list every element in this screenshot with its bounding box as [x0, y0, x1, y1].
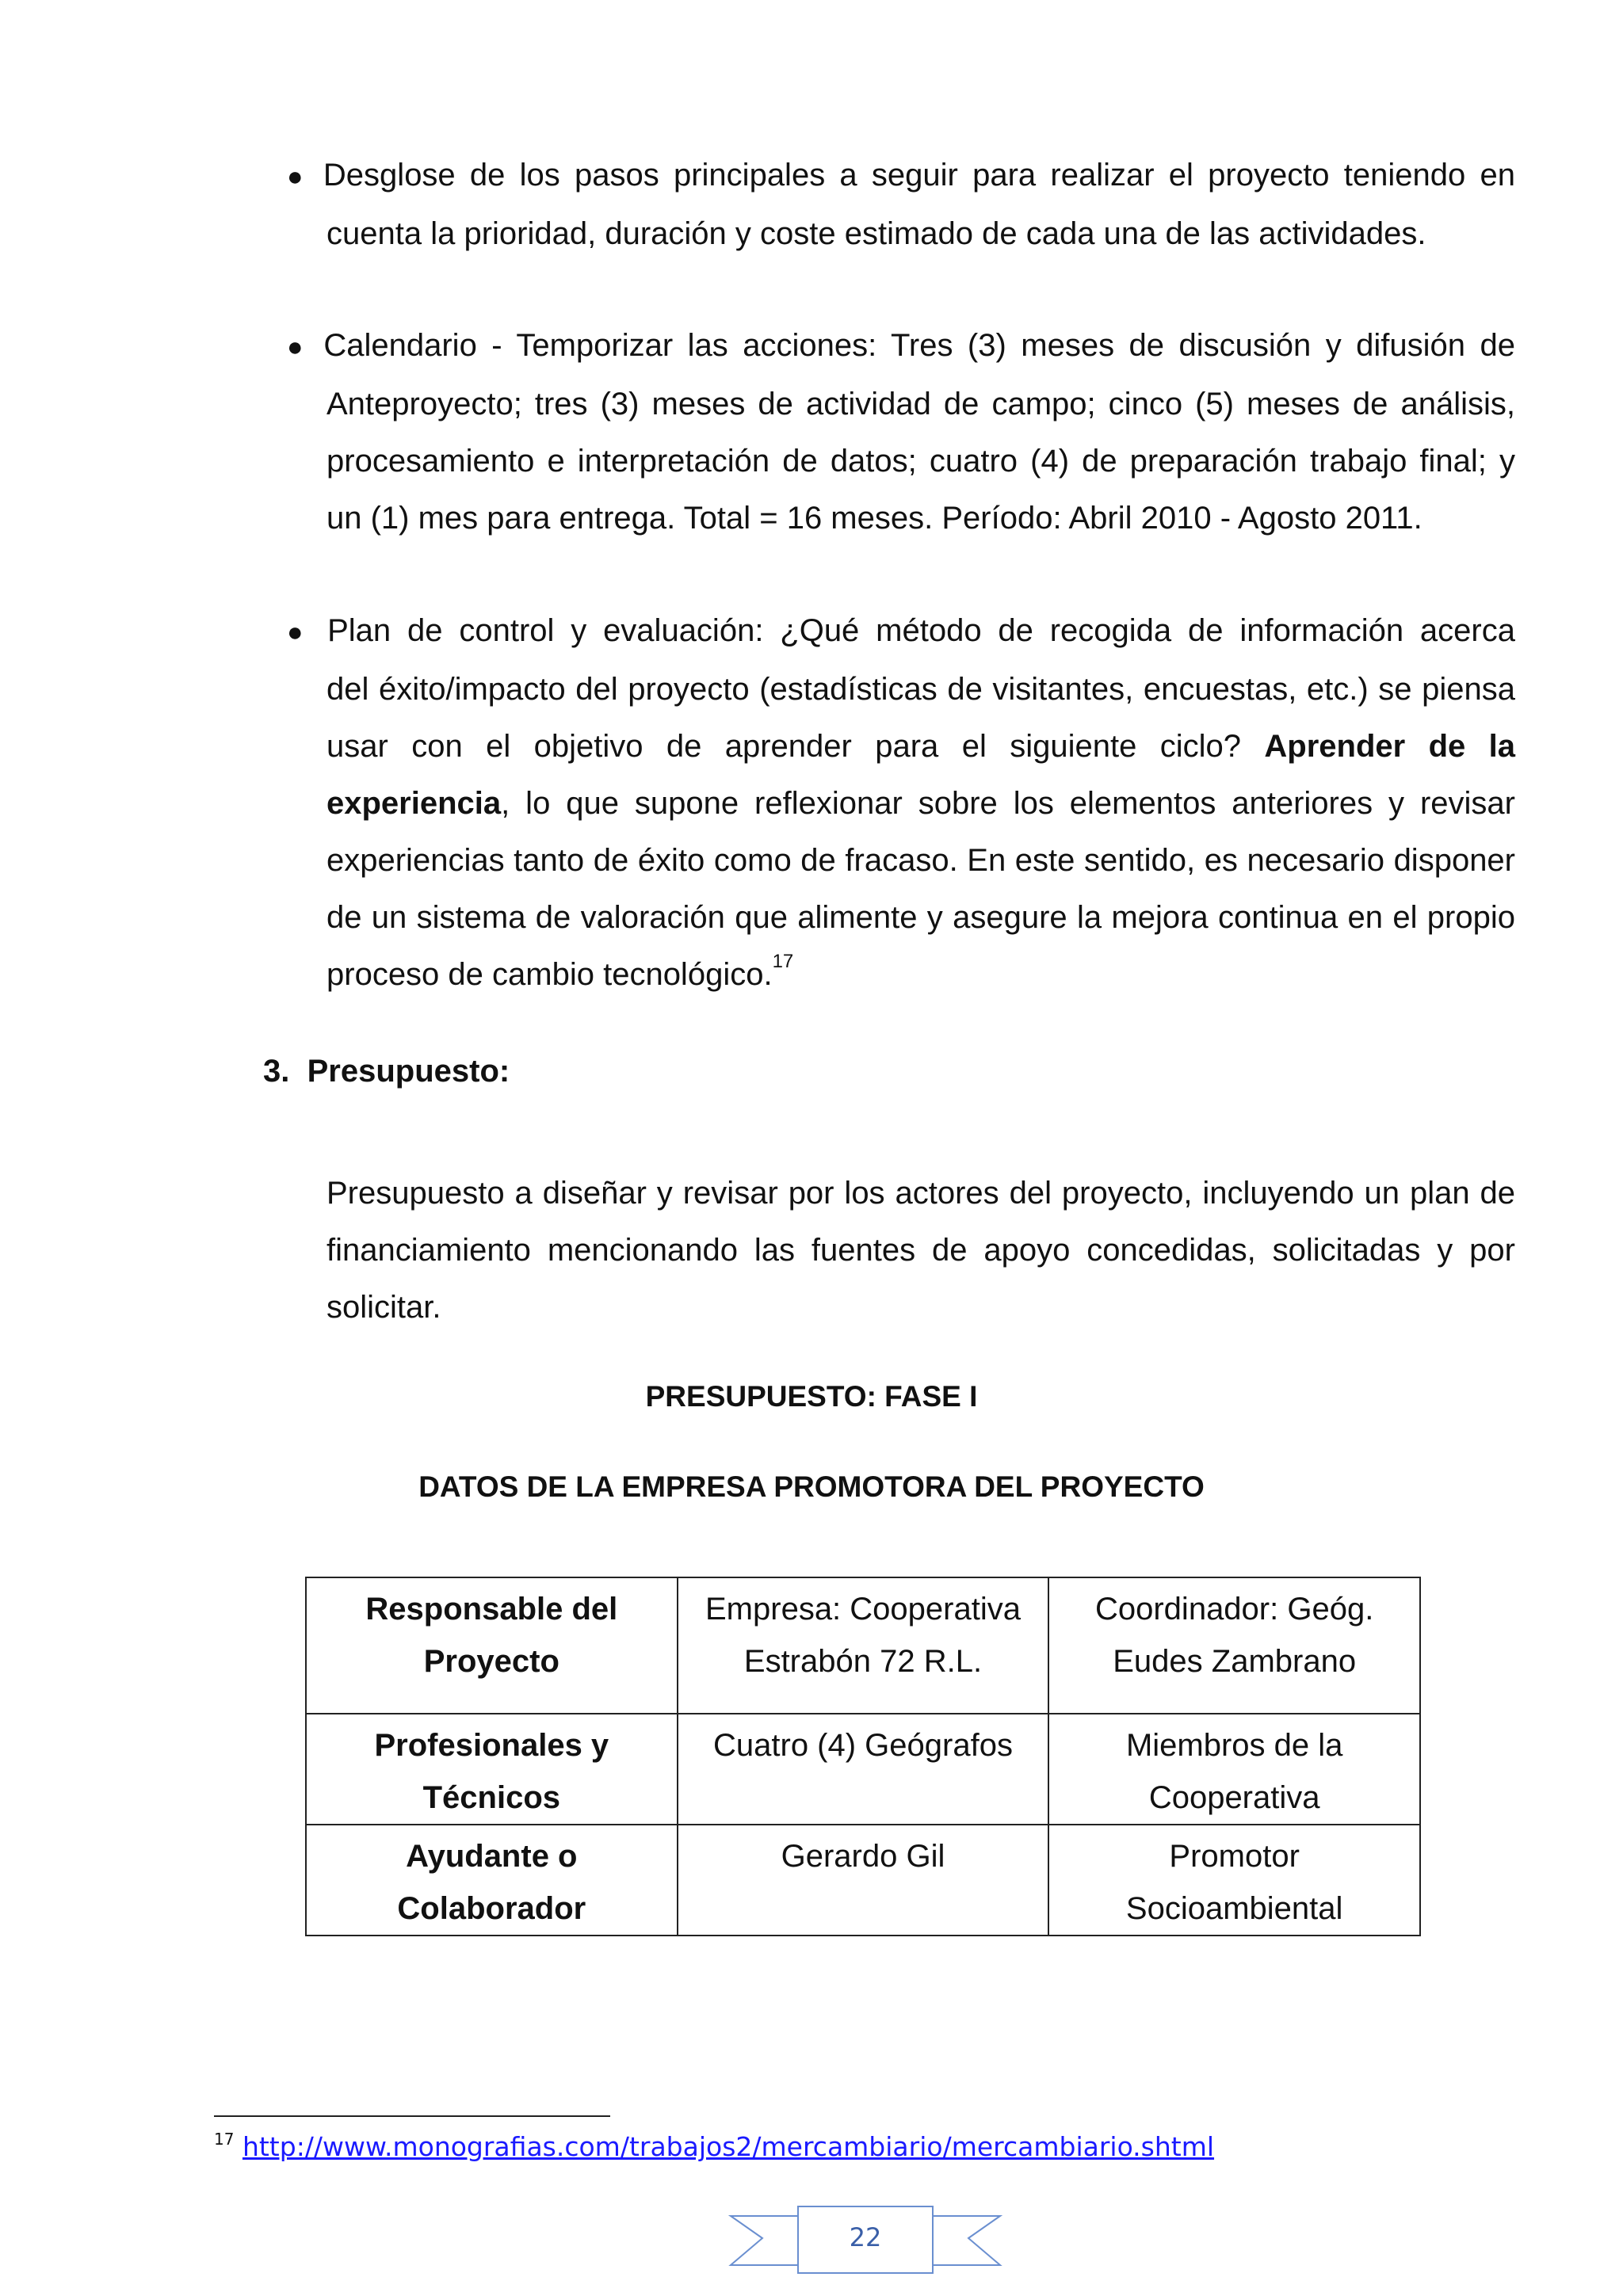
bullet-item-calendario	[287, 317, 1515, 547]
table-row	[306, 1714, 1420, 1825]
bullet-line-first: ● Calendario - Temporizar las acciones: Tres (3) meses de discusión y difusión de	[287, 328, 1515, 363]
table-cell-label: Responsable del Proyecto	[306, 1577, 678, 1714]
bullet-text-rest: Anteproyecto; tres (3) meses de actividad de campo; cinco (5) meses de análisis, procesamiento e interpretación de datos; cuatro (4) de preparación trabajo final; y un (1) mes para entrega. Total = 16 meses. Período: Abril 2010 - Agosto 2011.	[327, 387, 1515, 536]
footnote-ref[interactable]: 17	[772, 951, 794, 972]
table-cell: Empresa: Cooperativa Estrabón 72 R.L.	[678, 1577, 1049, 1714]
footnote	[214, 2131, 1214, 2162]
bullet-item-plan-control	[287, 602, 1515, 1003]
bullet-text-rest: del éxito/impacto del proyecto (estadísticas de visitantes, encuestas, etc.) se piensa usar con el objetivo de aprender para el siguiente ciclo? Aprender de la experiencia, lo que supone reflexionar sobre los elementos anteriores y revisar experiencias tanto de éxito como de fracaso. En este sentido, es necesario disponer de un sistema de valoración que alimente y asegure la mejora continua en el propio proceso de cambio tecnológico.$^{17}$	[327, 672, 1516, 992]
bullet-text-rest: cuenta la prioridad, duración y coste estimado de cada una de las actividades.	[327, 216, 1426, 251]
bullet-item-desglose	[287, 147, 1515, 262]
footnote-separator	[214, 2115, 610, 2117]
table-row	[306, 1825, 1420, 1936]
table-cell: Miembros de la Cooperativa	[1048, 1714, 1420, 1825]
table-cell-label: Ayudante o Colaborador	[306, 1825, 678, 1936]
section-heading-presupuesto: 3. Presupuesto:	[263, 1054, 510, 1089]
page-number: 22	[849, 2222, 882, 2252]
table-cell-label: Profesionales y Técnicos	[306, 1714, 678, 1825]
page-number-ribbon	[723, 2199, 1008, 2278]
bold-emphasis: Aprender de la experiencia	[327, 729, 1516, 821]
table-cell: Cuatro (4) Geógrafos	[678, 1714, 1049, 1825]
company-data-table	[305, 1577, 1421, 1936]
bullet-line-first: ● Desglose de los pasos principales a seguir para realizar el proyecto teniendo en	[287, 158, 1515, 193]
footnote-number: 17	[214, 2130, 235, 2149]
table-cell: Coordinador: Geóg. Eudes Zambrano	[1048, 1577, 1420, 1714]
phase-title: PRESUPUESTO: FASE I	[645, 1380, 978, 1413]
table-row	[306, 1577, 1420, 1714]
table-cell: Gerardo Gil	[678, 1825, 1049, 1936]
table-cell: Promotor Socioambiental	[1048, 1825, 1420, 1936]
footnote-link[interactable]: http://www.monografias.com/trabajos2/mercambiario/mercambiario.shtml	[242, 2131, 1215, 2162]
section-paragraph: Presupuesto a diseñar y revisar por los actores del proyecto, incluyendo un plan de financiamiento mencionando las fuentes de apoyo concedidas, solicitadas y por solicitar.	[327, 1176, 1515, 1325]
company-title: DATOS DE LA EMPRESA PROMOTORA DEL PROYECTO	[418, 1470, 1205, 1503]
bullet-line-first: ● Plan de control y evaluación: ¿Qué método de recogida de información acerca	[287, 613, 1515, 648]
